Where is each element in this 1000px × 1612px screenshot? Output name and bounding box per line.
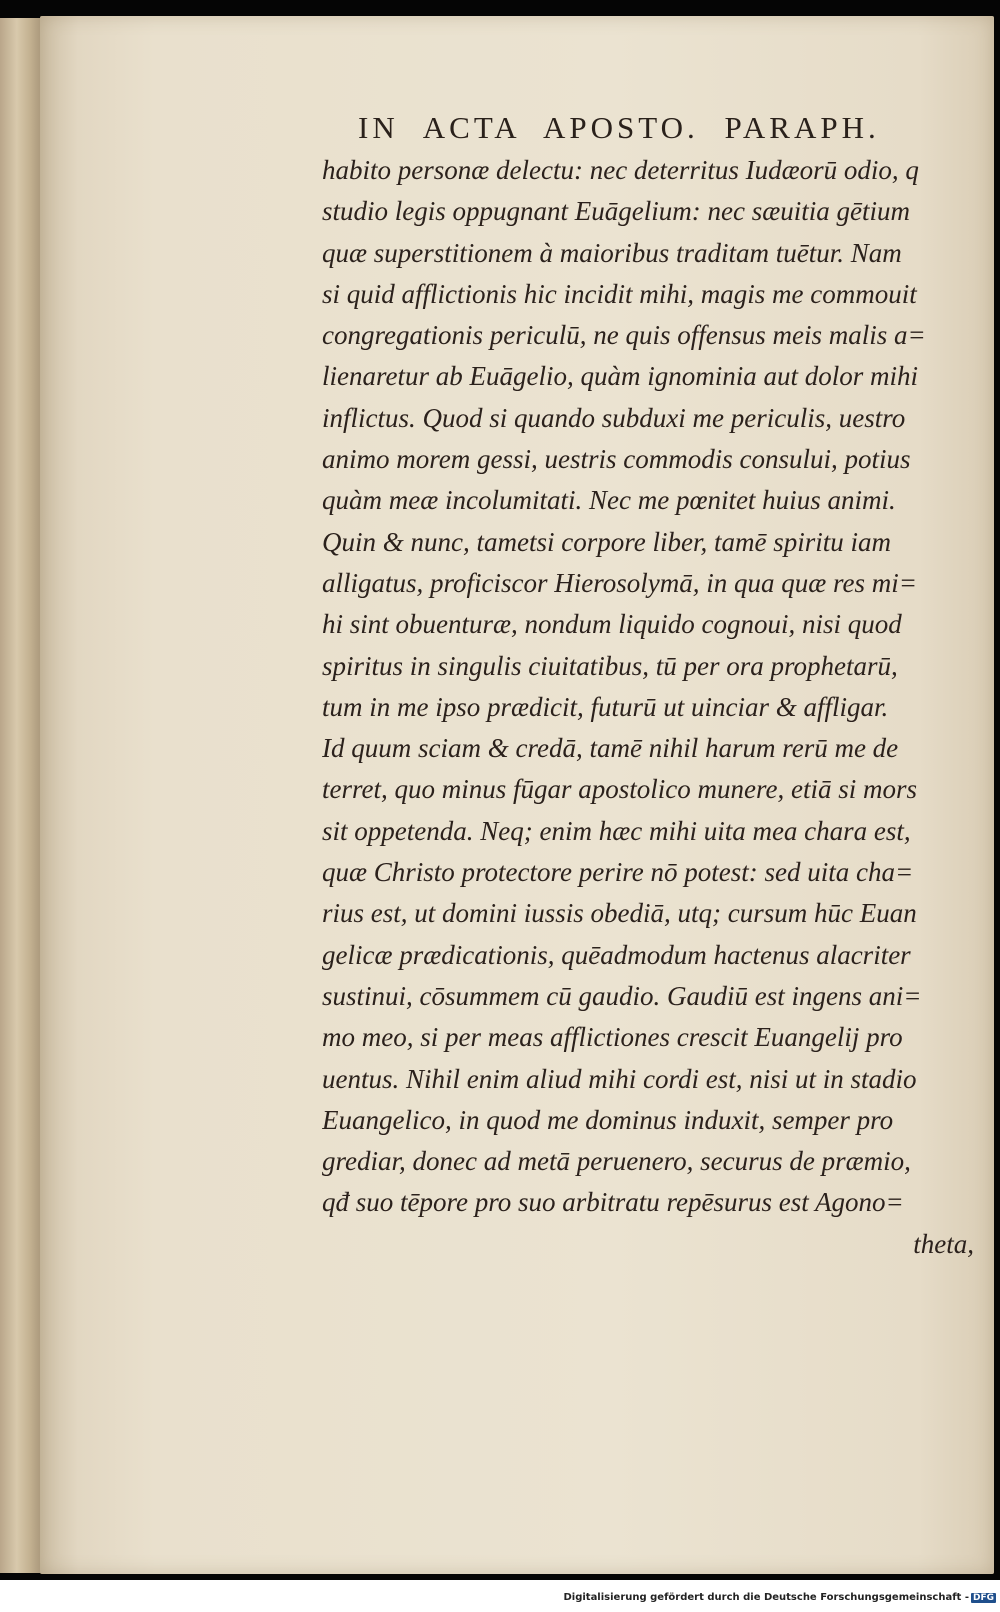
text-line: Quin & nunc, tametsi corpore liber, tamē spiritu iam bbox=[322, 526, 891, 557]
text-line: sit oppetenda. Neq; enim hæc mihi uita mea chara est, bbox=[322, 815, 911, 846]
text-line: studio legis oppugnant Euāgelium: nec sæuitia gētium bbox=[322, 196, 910, 227]
text-line: quæ superstitionem à maioribus traditam tuētur. Nam bbox=[322, 237, 902, 268]
text-line: alligatus, proficiscor Hierosolymā, in qua quæ res mi= bbox=[322, 567, 917, 598]
book-page bbox=[40, 16, 994, 1574]
text-block bbox=[322, 150, 982, 1265]
text-line: inflictus. Quod si quando subduxi me periculis, uestro bbox=[322, 402, 906, 433]
text-line: hi sint obuenturæ, nondum liquido cognoui, nisi quod bbox=[322, 609, 902, 640]
digitization-credit bbox=[563, 1592, 996, 1603]
text-line: quæ Christo protectore perire nō potest: sed uita cha= bbox=[322, 857, 914, 888]
text-line: lienaretur ab Euāgelio, quàm ignominia aut dolor mihi bbox=[322, 361, 918, 392]
text-line: Euangelico, in quod me dominus induxit, semper pro bbox=[322, 1104, 894, 1135]
text-line: uentus. Nihil enim aliud mihi cordi est, nisi ut in stadio bbox=[322, 1063, 917, 1094]
text-line: Id quum sciam & credā, tamē nihil harum rerū me de bbox=[322, 733, 899, 764]
text-line: quàm meæ incolumitati. Nec me pœnitet huius animi. bbox=[322, 485, 896, 516]
text-line: animo morem gessi, uestris commodis consului, potius bbox=[322, 444, 911, 475]
text-line: mo meo, si per meas afflictiones crescit Euangelij pro bbox=[322, 1022, 903, 1053]
text-line: qđ suo tēpore pro suo arbitratu repēsurus est Agono= bbox=[322, 1187, 904, 1218]
text-line: terret, quo minus fūgar apostolico munere, etiā si mors bbox=[322, 774, 917, 805]
text-line: tum in me ipso prædicit, futurū ut uinciar & affligar. bbox=[322, 691, 889, 722]
text-line: si quid afflictionis hic incidit mihi, magis me commouit bbox=[322, 278, 917, 309]
running-header: IN ACTA APOSTO. PARAPH. bbox=[358, 110, 880, 145]
text-line: congregationis periculū, ne quis offensus meis malis a= bbox=[322, 320, 926, 351]
book-binding-edge bbox=[0, 18, 42, 1573]
catchword: theta, bbox=[913, 1228, 974, 1259]
credit-text: Digitalisierung gefördert durch die Deutsche Forschungsgemeinschaft - bbox=[563, 1592, 969, 1603]
text-line: grediar, donec ad metā peruenero, securus de præmio, bbox=[322, 1146, 911, 1177]
text-line: rius est, ut domini iussis obediā, utq; cursum hūc Euan bbox=[322, 898, 917, 929]
text-line: gelicæ prædicationis, quēadmodum hactenus alacriter bbox=[322, 939, 911, 970]
text-line: habito personæ delectu: nec deterritus Iudæorū odio, q bbox=[322, 155, 919, 185]
text-line: sustinui, cōsummem cū gaudio. Gaudiū est ingens ani= bbox=[322, 980, 922, 1011]
text-line: spiritus in singulis ciuitatibus, tū per ora prophetarū, bbox=[322, 650, 898, 681]
dfg-logo-icon: DFG bbox=[972, 1593, 994, 1603]
